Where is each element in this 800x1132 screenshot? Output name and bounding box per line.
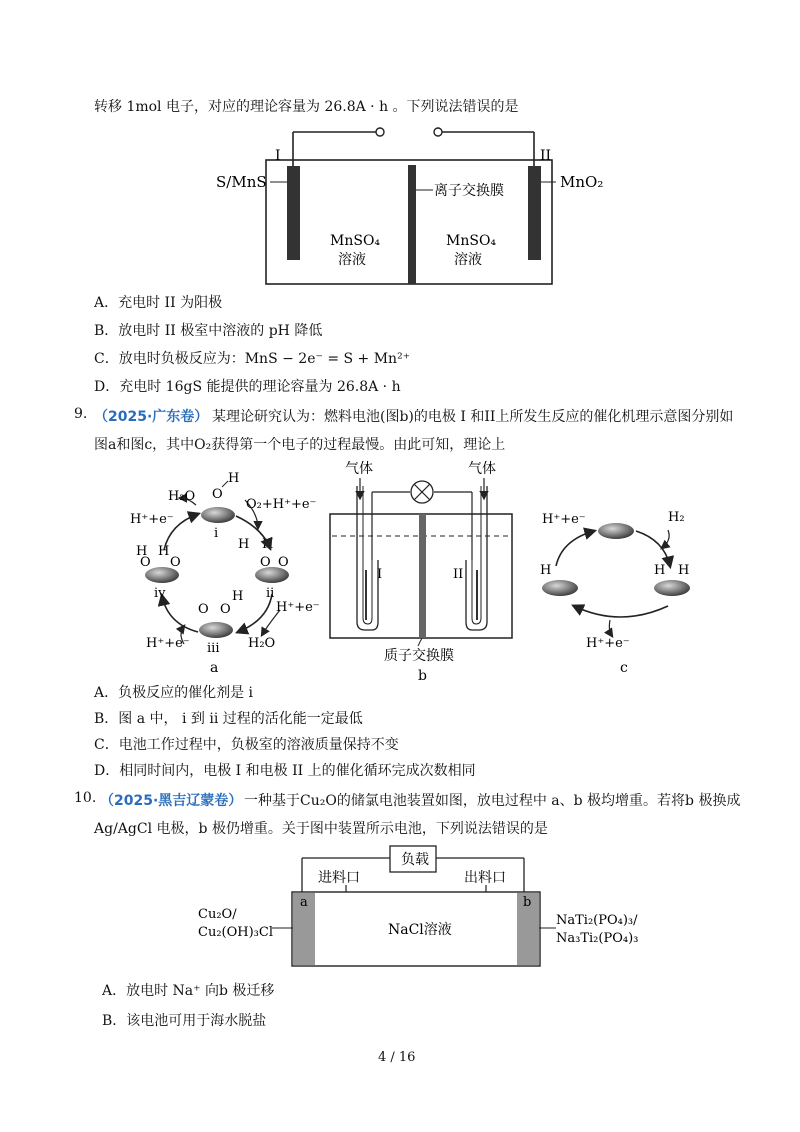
question-stem-continued: 转移 1mol 电子，对应的理论容量为 26.8A · h 。下列说法错误的是	[94, 99, 519, 115]
label-left-material-2: Cu₂(OH)₃Cl	[198, 925, 273, 940]
fig1-right-solution-2: 溶液	[454, 252, 482, 268]
fig1-label-I: I	[275, 148, 281, 164]
q9-number: 9.	[74, 406, 88, 422]
q10-stem-line2: Ag/AgCl 电极，b 极仍增重。关于图中装置所示电池，下列说法错误的是	[94, 821, 548, 837]
atom-o: O	[260, 555, 271, 570]
atom-h: H	[678, 563, 690, 578]
label-proton-electron: H⁺+e⁻	[146, 636, 190, 651]
fig1-label-II: II	[540, 148, 552, 164]
label-electrode-a: a	[300, 895, 308, 910]
q9-option-a: A．负极反应的催化剂是 i	[94, 685, 254, 701]
label-gas-left: 气体	[345, 461, 373, 477]
q9-stem-line1: 某理论研究认为：燃料电池(图b)的电极 I 和II上所发生反应的催化机理示意图分别如	[212, 409, 734, 425]
node-iv: iv	[154, 586, 166, 601]
q8-option-c: C．放电时负极反应为：MnS − 2e⁻ = S + Mn²⁺	[94, 351, 411, 367]
label-left-material: Cu₂O/	[198, 907, 237, 922]
label-proton-membrane: 质子交换膜	[384, 648, 454, 664]
label-h2: H₂	[668, 510, 685, 525]
label-o2-reactant: O₂+H⁺+e⁻	[246, 497, 317, 512]
q9-option-b: B．图 a 中， i 到 ii 过程的活化能一定最低	[94, 711, 363, 727]
label-proton-electron: H⁺+e⁻	[276, 600, 320, 615]
q10-number: 10.	[74, 790, 97, 806]
label-electrode-b: b	[523, 895, 532, 910]
q9-option-c: C．电池工作过程中，负极室的溶液质量保持不变	[94, 737, 399, 753]
caption-a: a	[210, 660, 219, 676]
q10-source: （2025·黑吉辽蒙卷）	[100, 793, 243, 809]
q9-source: （2025·广东卷）	[94, 409, 209, 425]
atom-o: O	[140, 555, 151, 570]
atom-h: H	[262, 537, 274, 552]
fig1-right-electrode: MnO₂	[560, 173, 604, 191]
label-inlet: 进料口	[318, 870, 360, 886]
atom-o: O	[198, 602, 209, 617]
caption-c: c	[620, 660, 628, 676]
fig1-membrane-label: 离子交换膜	[434, 183, 504, 199]
atom-h: H	[158, 544, 170, 559]
atom-o: O	[278, 555, 289, 570]
label-right-material: NaTi₂(PO₄)₃/	[556, 913, 638, 928]
label-proton-electron: H⁺+e⁻	[586, 636, 630, 651]
q10-option-a: A．放电时 Na⁺ 向b 极迁移	[102, 983, 275, 999]
label-proton-electron: H⁺+e⁻	[130, 512, 174, 527]
label-electrode-i: I	[377, 567, 383, 582]
atom-h: H	[232, 589, 244, 604]
fig1-left-electrode: S/MnS	[216, 173, 267, 191]
fig1-right-solution: MnSO₄	[446, 233, 497, 249]
label-nacl-solution: NaCl溶液	[388, 922, 452, 938]
label-gas-right: 气体	[468, 461, 496, 477]
atom-o: O	[170, 555, 181, 570]
atom-o: O	[220, 602, 231, 617]
q8-option-b: B．放电时 II 极室中溶液的 pH 降低	[94, 323, 323, 339]
node-i: i	[214, 526, 219, 541]
page-number: 4 / 16	[378, 1050, 416, 1065]
atom-o: O	[212, 487, 223, 502]
fig1-left-solution: MnSO₄	[330, 233, 381, 249]
q9-option-d: D．相同时间内，电极 I 和电极 II 上的催化循环完成次数相同	[94, 763, 476, 779]
node-iii: iii	[207, 641, 220, 656]
q10-option-b: B．该电池可用于海水脱盐	[102, 1013, 267, 1029]
label-outlet: 出料口	[464, 870, 506, 886]
q8-option-a: A．充电时 II 为阳极	[94, 295, 223, 311]
label-h2o: H₂O	[248, 636, 276, 651]
atom-h: H	[228, 471, 240, 486]
atom-h: H	[238, 537, 250, 552]
atom-h: H	[136, 544, 148, 559]
label-h2o: H₂O	[168, 489, 196, 504]
label-load: 负载	[401, 852, 429, 868]
node-ii: ii	[266, 586, 275, 601]
q8-option-d: D．充电时 16gS 能提供的理论容量为 26.8A · h	[94, 379, 401, 395]
fig1-left-solution-2: 溶液	[338, 252, 366, 268]
caption-b: b	[418, 668, 427, 684]
atom-h: H	[540, 563, 552, 578]
label-proton-electron: H⁺+e⁻	[542, 512, 586, 527]
label-right-material-2: Na₃Ti₂(PO₄)₃	[556, 931, 639, 946]
label-electrode-ii: II	[453, 567, 464, 582]
atom-h: H	[654, 563, 666, 578]
q9-stem-line2: 图a和图c，其中O₂获得第一个电子的过程最慢。由此可知，理论上	[94, 437, 506, 453]
q10-stem-line1: 一种基于Cu₂O的储氯电池装置如图，放电过程中 a、b 极均增重。若将b 极换成	[244, 793, 741, 809]
